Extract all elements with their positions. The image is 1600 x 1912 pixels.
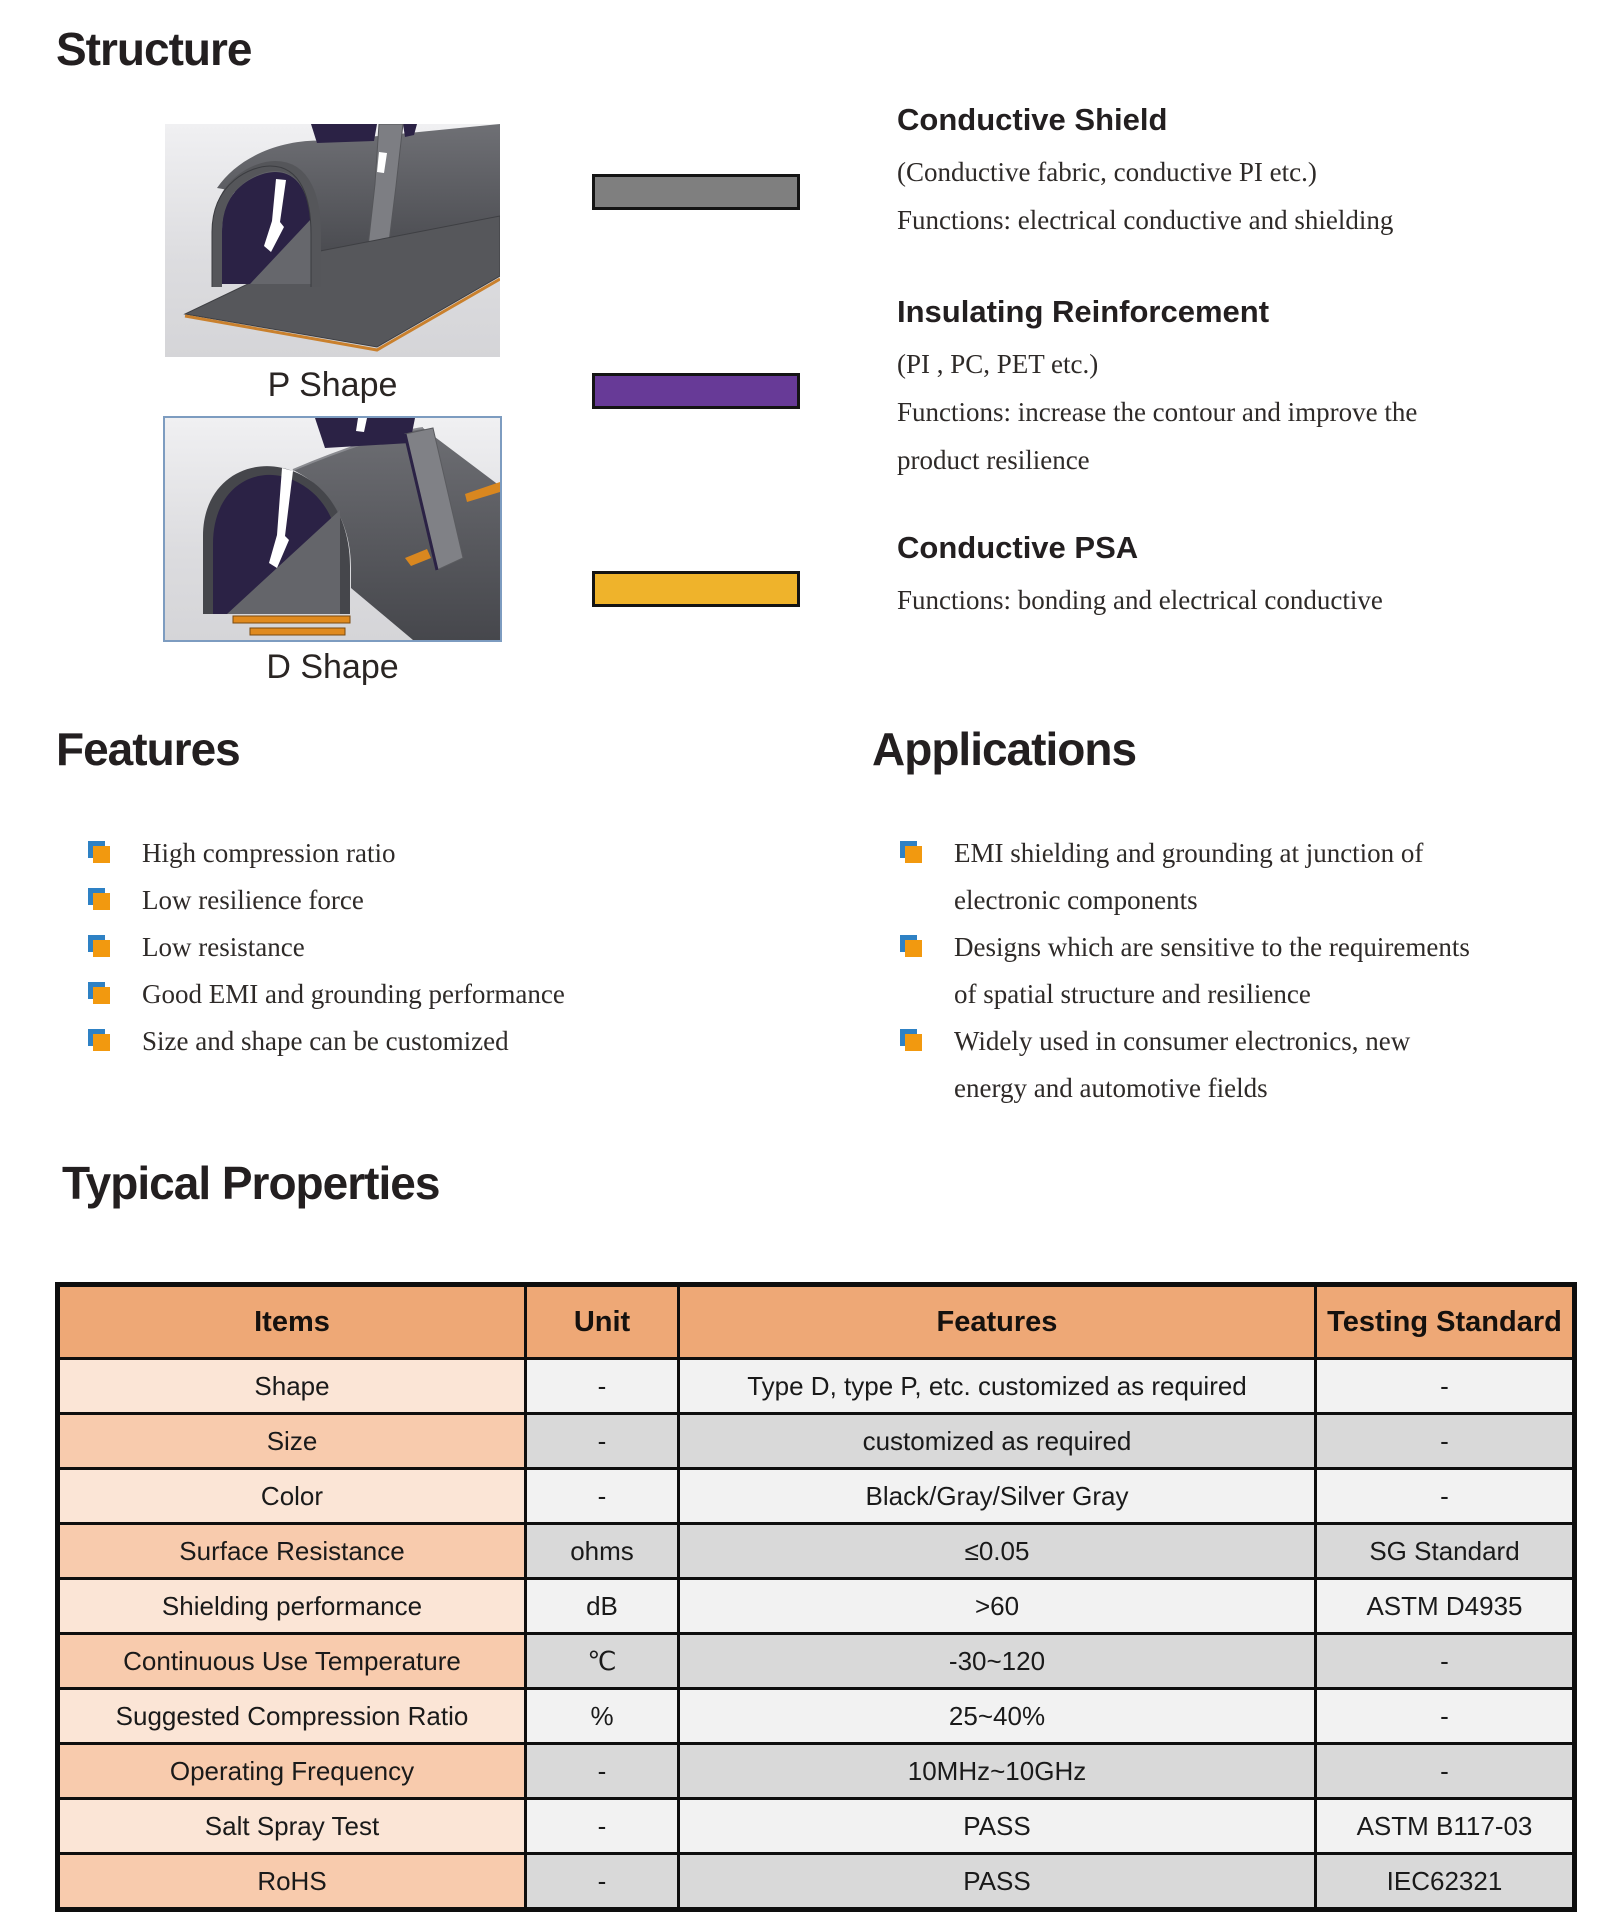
table-cell: % bbox=[526, 1689, 679, 1744]
applications-list bbox=[900, 830, 1470, 1112]
feature-text: Size and shape can be customized bbox=[142, 1026, 509, 1056]
table-cell: 10MHz~10GHz bbox=[679, 1744, 1316, 1799]
legend-title: Conductive PSA bbox=[897, 530, 1139, 565]
application-text bbox=[954, 924, 1470, 1018]
table-cell: ℃ bbox=[526, 1634, 679, 1689]
table-cell: ASTM B117-03 bbox=[1316, 1799, 1575, 1854]
application-text bbox=[954, 830, 1423, 924]
table-cell: Suggested Compression Ratio bbox=[58, 1689, 526, 1744]
table-cell: -30~120 bbox=[679, 1634, 1316, 1689]
legend-line: Functions: electrical conductive and shielding bbox=[897, 205, 1394, 235]
features-heading: Features bbox=[56, 723, 240, 775]
header-unit: Unit bbox=[526, 1285, 679, 1359]
table-cell: Surface Resistance bbox=[58, 1524, 526, 1579]
table-cell: - bbox=[526, 1414, 679, 1469]
table-cell: - bbox=[1316, 1469, 1575, 1524]
table-cell: - bbox=[1316, 1359, 1575, 1414]
table-row bbox=[58, 1469, 1575, 1524]
table-row bbox=[58, 1799, 1575, 1854]
application-line: electronic components bbox=[954, 885, 1198, 915]
application-line: of spatial structure and resilience bbox=[954, 979, 1311, 1009]
table-cell: customized as required bbox=[679, 1414, 1316, 1469]
list-item bbox=[88, 830, 565, 877]
conductive-shield-swatch bbox=[592, 174, 800, 210]
table-row bbox=[58, 1854, 1575, 1910]
legend-line: Functions: increase the contour and improve the bbox=[897, 397, 1418, 427]
table-cell: ohms bbox=[526, 1524, 679, 1579]
table-cell: - bbox=[1316, 1414, 1575, 1469]
table-cell: - bbox=[526, 1359, 679, 1414]
table-cell: Continuous Use Temperature bbox=[58, 1634, 526, 1689]
table-cell: - bbox=[526, 1799, 679, 1854]
application-line: Widely used in consumer electronics, new bbox=[954, 1026, 1411, 1056]
feature-text: Low resistance bbox=[142, 932, 305, 962]
table-cell: RoHS bbox=[58, 1854, 526, 1910]
table-cell: SG Standard bbox=[1316, 1524, 1575, 1579]
feature-text: Good EMI and grounding performance bbox=[142, 979, 565, 1009]
list-item bbox=[88, 971, 565, 1018]
typical-properties-heading: Typical Properties bbox=[62, 1157, 440, 1209]
square-bullet-icon bbox=[900, 1029, 923, 1052]
table-row bbox=[58, 1634, 1575, 1689]
square-bullet-icon bbox=[88, 888, 111, 911]
p-shape-render bbox=[165, 124, 500, 357]
legend-title: Conductive Shield bbox=[897, 102, 1168, 137]
legend-conductive-shield bbox=[897, 100, 1587, 244]
header-testing-standard: Testing Standard bbox=[1316, 1285, 1575, 1359]
list-item bbox=[900, 1018, 1470, 1112]
table-cell: - bbox=[526, 1744, 679, 1799]
table-row bbox=[58, 1524, 1575, 1579]
table-cell: Color bbox=[58, 1469, 526, 1524]
table-cell: Black/Gray/Silver Gray bbox=[679, 1469, 1316, 1524]
table-row bbox=[58, 1579, 1575, 1634]
application-line: energy and automotive fields bbox=[954, 1073, 1268, 1103]
application-line: Designs which are sensitive to the requirements bbox=[954, 932, 1470, 962]
table-cell: IEC62321 bbox=[1316, 1854, 1575, 1910]
table-cell: - bbox=[1316, 1689, 1575, 1744]
feature-text: High compression ratio bbox=[142, 838, 396, 868]
application-text bbox=[954, 1018, 1410, 1112]
p-shape-image bbox=[165, 124, 500, 357]
table-cell: - bbox=[526, 1854, 679, 1910]
d-shape-render bbox=[165, 418, 500, 640]
table-cell: Salt Spray Test bbox=[58, 1799, 526, 1854]
properties-table bbox=[55, 1282, 1577, 1912]
table-cell: Size bbox=[58, 1414, 526, 1469]
table-cell: - bbox=[1316, 1744, 1575, 1799]
table-cell: Operating Frequency bbox=[58, 1744, 526, 1799]
table-cell: Shape bbox=[58, 1359, 526, 1414]
p-shape-label: P Shape bbox=[267, 366, 398, 404]
legend-insulating-reinforcement bbox=[897, 292, 1587, 484]
legend-line: product resilience bbox=[897, 445, 1090, 475]
application-line: EMI shielding and grounding at junction of bbox=[954, 838, 1424, 868]
legend-title: Insulating Reinforcement bbox=[897, 294, 1270, 329]
feature-text: Low resilience force bbox=[142, 885, 364, 915]
legend-conductive-psa bbox=[897, 528, 1587, 624]
square-bullet-icon bbox=[88, 982, 111, 1005]
applications-heading: Applications bbox=[872, 723, 1137, 775]
table-cell: ASTM D4935 bbox=[1316, 1579, 1575, 1634]
features-list bbox=[88, 830, 565, 1065]
table-cell: Shielding performance bbox=[58, 1579, 526, 1634]
table-cell: - bbox=[526, 1469, 679, 1524]
list-item bbox=[88, 877, 565, 924]
table-cell: >60 bbox=[679, 1579, 1316, 1634]
square-bullet-icon bbox=[88, 935, 111, 958]
table-row bbox=[58, 1359, 1575, 1414]
legend-line: Functions: bonding and electrical conductive bbox=[897, 585, 1383, 615]
square-bullet-icon bbox=[900, 841, 923, 864]
table-cell: PASS bbox=[679, 1799, 1316, 1854]
list-item bbox=[88, 1018, 565, 1065]
legend-line: (PI , PC, PET etc.) bbox=[897, 349, 1099, 379]
square-bullet-icon bbox=[88, 841, 111, 864]
list-item bbox=[88, 924, 565, 971]
insulating-reinforcement-swatch bbox=[592, 373, 800, 409]
table-cell: 25~40% bbox=[679, 1689, 1316, 1744]
list-item bbox=[900, 924, 1470, 1018]
table-header-row bbox=[58, 1285, 1575, 1359]
structure-heading: Structure bbox=[56, 23, 252, 75]
square-bullet-icon bbox=[88, 1029, 111, 1052]
conductive-psa-swatch bbox=[592, 571, 800, 607]
table-cell: ≤0.05 bbox=[679, 1524, 1316, 1579]
legend-line: (Conductive fabric, conductive PI etc.) bbox=[897, 157, 1317, 187]
d-shape-label: D Shape bbox=[266, 648, 399, 686]
table-row bbox=[58, 1414, 1575, 1469]
table-cell: PASS bbox=[679, 1854, 1316, 1910]
list-item bbox=[900, 830, 1470, 924]
square-bullet-icon bbox=[900, 935, 923, 958]
d-shape-image bbox=[163, 416, 502, 642]
table-cell: - bbox=[1316, 1634, 1575, 1689]
header-items: Items bbox=[58, 1285, 526, 1359]
table-row bbox=[58, 1689, 1575, 1744]
table-cell: dB bbox=[526, 1579, 679, 1634]
table-row bbox=[58, 1744, 1575, 1799]
header-features: Features bbox=[679, 1285, 1316, 1359]
table-cell: Type D, type P, etc. customized as required bbox=[679, 1359, 1316, 1414]
